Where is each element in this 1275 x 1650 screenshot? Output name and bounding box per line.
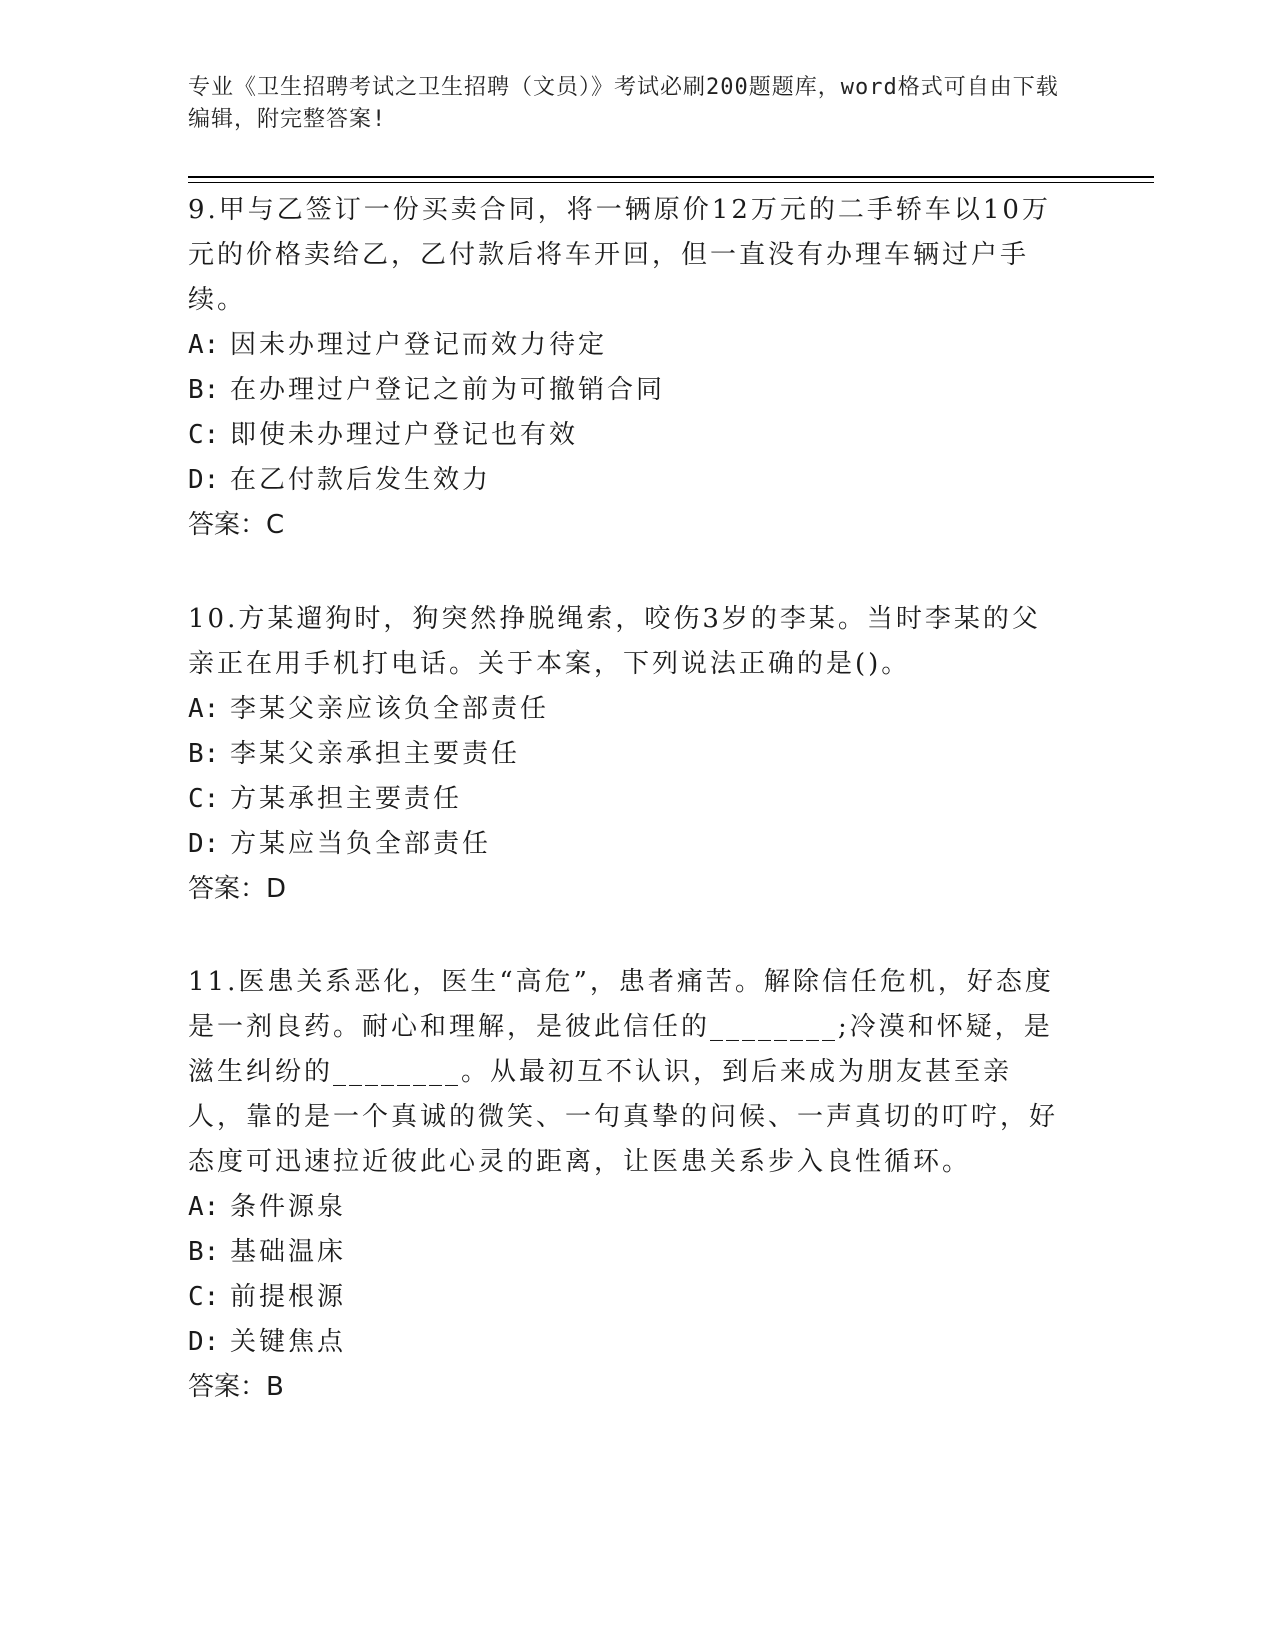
option-text: 条件源泉 — [230, 1192, 347, 1222]
option-c — [188, 1275, 1068, 1320]
option-b — [188, 1230, 1068, 1275]
option-letter: B: — [188, 1237, 220, 1267]
option-a — [188, 1185, 1068, 1230]
option-text: 因未办理过户登记而效力待定 — [230, 330, 608, 360]
option-letter: A: — [188, 1192, 220, 1222]
option-text: 李某父亲应该负全部责任 — [230, 694, 550, 724]
question-stem: 11.医患关系恶化，医生“高危”，患者痛苦。解除信任危机，好态度是一剂良药。耐心和理解，是彼此信任的________;冷漠和怀疑，是滋生纠纷的________。从最初互不认识，到后来成为朋友甚至亲人，靠的是一个真诚的微笑、一句真挚的问候、一声真切的叮咛，好态度可迅速拉近彼此心灵的距离，让医患关系步入良性循环。 — [188, 967, 1059, 1177]
option-letter: B: — [188, 375, 220, 405]
option-letter: D: — [188, 1327, 220, 1357]
option-letter: D: — [188, 829, 220, 859]
option-c — [188, 777, 1068, 822]
question-10 — [188, 597, 1068, 912]
option-letter: A: — [188, 694, 220, 724]
answer-label: 答案：B — [188, 1372, 284, 1402]
option-text: 在办理过户登记之前为可撤销合同 — [230, 375, 666, 405]
option-d — [188, 1320, 1068, 1365]
answer-label: 答案：C — [188, 510, 285, 540]
option-letter: C: — [188, 420, 220, 450]
header-rule-thin — [188, 182, 1154, 183]
question-9 — [188, 188, 1068, 548]
header-rule-thick — [188, 176, 1154, 178]
question-stem: 10.方某遛狗时，狗突然挣脱绳索，咬伤3岁的李某。当时李某的父亲正在用手机打电话。关于本案，下列说法正确的是()。 — [188, 604, 1041, 679]
option-text: 关键焦点 — [230, 1327, 347, 1357]
option-text: 前提根源 — [230, 1282, 347, 1312]
answer-label: 答案：D — [188, 874, 287, 904]
option-a — [188, 323, 1068, 368]
option-text: 在乙付款后发生效力 — [230, 465, 492, 495]
question-11 — [188, 960, 1068, 1410]
option-text: 李某父亲承担主要责任 — [230, 739, 521, 769]
option-letter: B: — [188, 739, 220, 769]
option-b — [188, 368, 1068, 413]
question-stem: 9.甲与乙签订一份买卖合同，将一辆原价12万元的二手轿车以10万元的价格卖给乙，乙付款后将车开回，但一直没有办理车辆过户手续。 — [188, 195, 1051, 315]
option-text: 方某应当负全部责任 — [230, 829, 492, 859]
option-letter: C: — [188, 784, 220, 814]
option-text: 方某承担主要责任 — [230, 784, 463, 814]
option-text: 即使未办理过户登记也有效 — [230, 420, 579, 450]
document-header: 专业《卫生招聘考试之卫生招聘（文员）》考试必刷200题题库，word格式可自由下载编辑，附完整答案! — [188, 75, 1059, 132]
option-letter: D: — [188, 465, 220, 495]
option-text: 基础温床 — [230, 1237, 347, 1267]
option-d — [188, 822, 1068, 867]
option-b — [188, 732, 1068, 777]
option-a — [188, 687, 1068, 732]
option-letter: C: — [188, 1282, 220, 1312]
option-c — [188, 413, 1068, 458]
option-letter: A: — [188, 330, 220, 360]
option-d — [188, 458, 1068, 503]
